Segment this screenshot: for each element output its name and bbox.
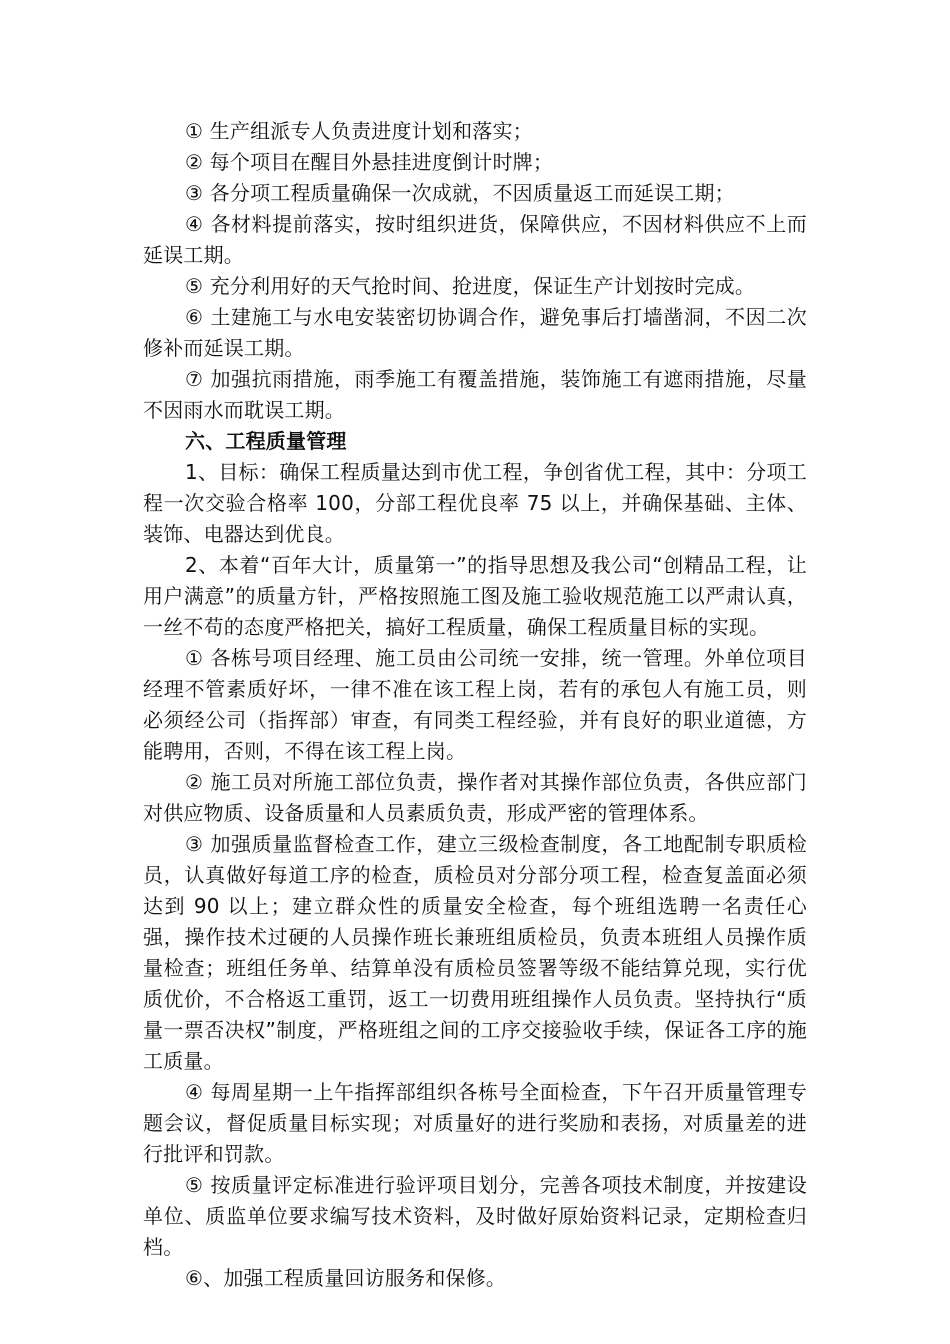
paragraph-quality-4: ④ 每周星期一上午指挥部组织各栋号全面检查，下午召开质量管理专题会议，督促质量目标实现；对质量好的进行奖励和表扬，对质量差的进行批评和罚款。 [143,1080,807,1166]
paragraph-schedule-2: ② 每个项目在醒目外悬挂进度倒计时牌； [185,150,554,174]
paragraph-schedule-5: ⑤ 充分利用好的天气抢时间、抢进度，保证生产计划按时完成。 [185,274,756,298]
paragraph-quality-1: ① 各栋号项目经理、施工员由公司统一安排，统一管理。外单位项目经理不管素质好坏，一律不准在该工程上岗，若有的承包人有施工员，则必须经公司（指挥部）审查，有同类工程经验，并有良好的职业道德，方能聘用，否则，不得在该工程上岗。 [143,646,807,763]
document-body [143,116,807,1294]
section-heading-quality: 六、工程质量管理 [185,429,347,453]
paragraph-quality-5: ⑤ 按质量评定标准进行验评项目划分，完善各项技术制度，并按建设单位、质监单位要求编写技术资料，及时做好原始资料记录，定期检查归档。 [143,1173,807,1259]
paragraph-schedule-6: ⑥ 土建施工与水电安装密切协调合作，避免事后打墙凿洞，不因二次修补而延误工期。 [143,305,807,360]
paragraph-quality-3: ③ 加强质量监督检查工作，建立三级检查制度，各工地配制专职质检员，认真做好每道工序的检查，质检员对分部分项工程，检查复盖面必须达到 90 以上；建立群众性的质量安全检查，每个班组选聘一名责任心强，操作技术过硬的人员操作班长兼班组质检员，负责本班组人员操作质量检查；班组任务单、结算单没有质检员签署等级不能结算兑现，实行优质优价，不合格返工重罚，返工一切费用班组操作人员负责。坚持执行“质量一票否决权”制度，严格班组之间的工序交接验收手续，保证各工序的施工质量。 [143,832,807,1073]
paragraph-schedule-7: ⑦ 加强抗雨措施，雨季施工有覆盖措施，装饰施工有遮雨措施，尽量不因雨水而耽误工期。 [143,367,807,422]
paragraph-schedule-4: ④ 各材料提前落实，按时组织进货，保障供应，不因材料供应不上而延误工期。 [143,212,807,267]
paragraph-quality-6: ⑥、加强工程质量回访服务和保修。 [185,1266,507,1290]
paragraph-schedule-3: ③ 各分项工程质量确保一次成就，不因质量返工而延误工期； [185,181,735,205]
paragraph-quality-2: ② 施工员对所施工部位负责，操作者对其操作部位负责，各供应部门对供应物质、设备质量和人员素质负责，形成严密的管理体系。 [143,770,807,825]
paragraph-quality-policy: 2、本着“百年大计，质量第一”的指导思想及我公司“创精品工程，让用户满意”的质量方针，严格按照施工图及施工验收规范施工以严肃认真，一丝不苟的态度严格把关，搞好工程质量，确保工程质量目标的实现。 [143,553,807,639]
paragraph-schedule-1: ① 生产组派专人负责进度计划和落实； [185,119,533,143]
paragraph-quality-goal: 1、目标：确保工程质量达到市优工程，争创省优工程，其中：分项工程一次交验合格率 100，分部工程优良率 75 以上，并确保基础、主体、装饰、电器达到优良。 [143,460,807,546]
